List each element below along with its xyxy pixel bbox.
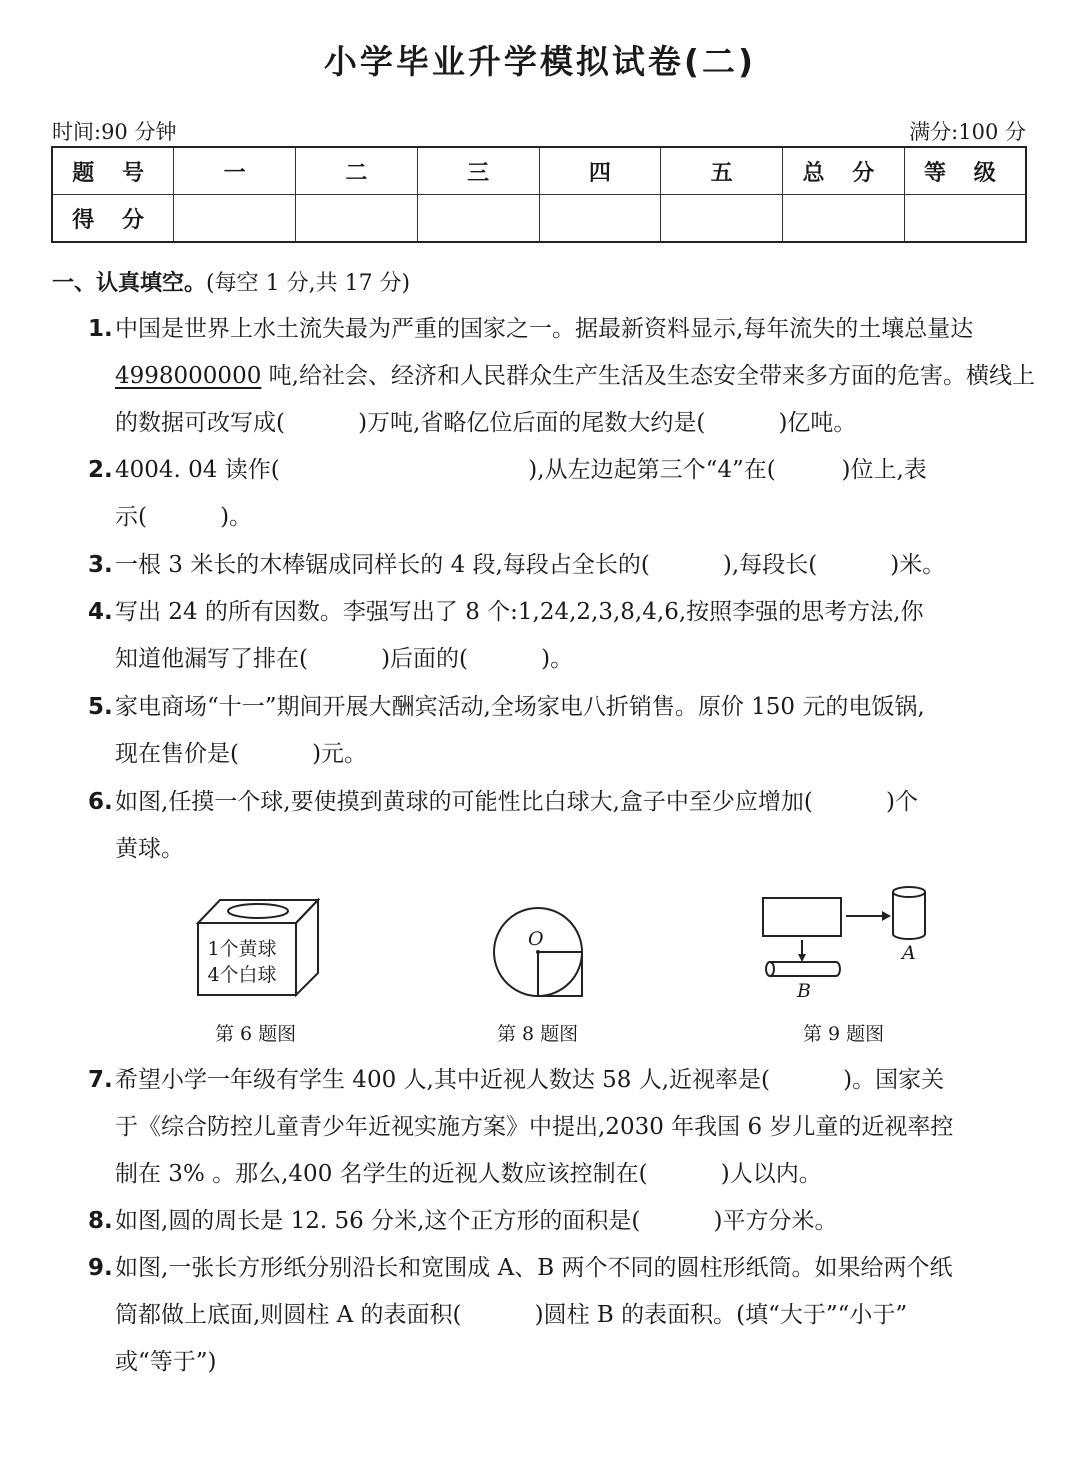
- question-line: 或“等于”): [115, 1349, 217, 1375]
- figure-9-diagram: [758, 882, 938, 982]
- question-7: [88, 1057, 1038, 1198]
- question-9: [88, 1245, 1038, 1386]
- cylinder-b-label: B: [797, 980, 811, 1002]
- score-header-cell: 三: [417, 147, 539, 195]
- score-cell[interactable]: [417, 195, 539, 243]
- box-opening: [228, 904, 288, 918]
- score-header-cell: 总 分: [783, 147, 905, 195]
- question-line: 于《综合防控儿童青少年近视实施方案》中提出,2030 年我国 6 岁儿童的近视率控: [115, 1114, 954, 1140]
- question-1: [88, 306, 1038, 447]
- question-2: [88, 447, 1038, 541]
- figure-8-circle: [490, 905, 590, 1000]
- question-number: 3.: [88, 552, 113, 578]
- score-cell[interactable]: [661, 195, 783, 243]
- question-number: 2.: [88, 457, 113, 483]
- question-line: 筒都做上底面,则圆柱 A 的表面积( )圆柱 B 的表面积。(填“大于”“小于”: [115, 1302, 908, 1328]
- question-number: 1.: [88, 316, 113, 342]
- full-score: 满分:100 分: [909, 120, 1026, 144]
- page-title: 小学毕业升学模拟试卷(二): [323, 42, 757, 81]
- circle-center-dot: [536, 950, 540, 954]
- question-text: 吨,给社会、经济和人民群众生产生活及生态安全带来多方面的危害。横线上: [261, 363, 1035, 389]
- question-line: 黄球。: [115, 836, 184, 862]
- white-ball-count: 4个白球: [207, 964, 277, 986]
- yellow-ball-count: 1个黄球: [207, 938, 277, 960]
- score-table-header-row: [52, 147, 1026, 195]
- exam-time: 时间:90 分钟: [52, 120, 177, 144]
- question-number: 6.: [88, 789, 113, 815]
- score-table: [51, 146, 1027, 243]
- question-number: 5.: [88, 694, 113, 720]
- arrow-head-a: [882, 911, 891, 921]
- question-line: 如图,圆的周长是 12. 56 分米,这个正方形的面积是( )平方分米。: [115, 1208, 838, 1234]
- score-header-cell: 等 级: [904, 147, 1026, 195]
- question-line: 的数据可改写成( )万吨,省略亿位后面的尾数大约是( )亿吨。: [115, 410, 857, 436]
- score-header-cell: 五: [661, 147, 783, 195]
- question-line: 知道他漏写了排在( )后面的( )。: [115, 646, 574, 672]
- underlined-number: 4998000000: [115, 363, 262, 389]
- question-6: [88, 779, 1038, 873]
- arrow-head-b: [798, 954, 806, 962]
- question-line: 如图,一张长方形纸分别沿长和宽围成 A、B 两个不同的圆柱形纸筒。如果给两个纸: [115, 1255, 953, 1281]
- score-cell[interactable]: [539, 195, 661, 243]
- score-cell[interactable]: [783, 195, 905, 243]
- section-1-note: (每空 1 分,共 17 分): [206, 271, 411, 296]
- score-header-cell: 二: [296, 147, 418, 195]
- score-header-cell: 四: [539, 147, 661, 195]
- question-line: 现在售价是( )元。: [115, 741, 368, 767]
- question-line: 中国是世界上水土流失最为严重的国家之一。据最新资料显示,每年流失的土壤总量达: [115, 316, 974, 342]
- question-line: 写出 24 的所有因数。李强写出了 8 个:1,24,2,3,8,4,6,按照李强的思考方法,你: [115, 599, 924, 625]
- question-line: 示( )。: [115, 504, 253, 530]
- score-row-label: 得 分: [52, 195, 174, 243]
- question-number: 7.: [88, 1067, 113, 1093]
- figure-6-caption: 第 6 题图: [215, 1023, 297, 1045]
- cylinder-b-body: [770, 962, 840, 976]
- section-1-title: 一、认真填空。: [52, 271, 207, 296]
- question-line: 4004. 04 读作( ),从左边起第三个“4”在( )位上,表: [115, 457, 927, 483]
- question-line: 希望小学一年级有学生 400 人,其中近视人数达 58 人,近视率是( )。国家关: [115, 1067, 945, 1093]
- circle-center-label: O: [528, 928, 544, 950]
- score-table-score-row: [52, 195, 1026, 243]
- question-line: 如图,任摸一个球,要使摸到黄球的可能性比白球大,盒子中至少应增加( )个: [115, 789, 918, 815]
- score-header-cell: 一: [174, 147, 296, 195]
- question-4: [88, 589, 1038, 683]
- cylinder-a-top: [893, 887, 925, 897]
- question-8: [88, 1198, 1038, 1245]
- figure-9-caption: 第 9 题图: [803, 1023, 885, 1045]
- question-line: [88, 353, 1038, 400]
- question-number: 9.: [88, 1255, 113, 1281]
- cylinder-b-end: [766, 962, 774, 976]
- score-cell[interactable]: [174, 195, 296, 243]
- figure-6-label: [200, 936, 284, 988]
- score-cell[interactable]: [904, 195, 1026, 243]
- figure-8-caption: 第 8 题图: [497, 1023, 579, 1045]
- question-line: 制在 3% 。那么,400 名学生的近视人数应该控制在( )人以内。: [115, 1161, 822, 1187]
- section-1-heading: [52, 266, 410, 297]
- paper-rectangle: [763, 898, 841, 936]
- question-5: [88, 684, 1038, 778]
- question-line: 家电商场“十一”期间开展大酬宾活动,全场家电八折销售。原价 150 元的电饭锅,: [115, 694, 925, 720]
- cylinder-a-label: A: [902, 942, 916, 964]
- question-line: 一根 3 米长的木棒锯成同样长的 4 段,每段占全长的( ),每段长( )米。: [115, 552, 946, 578]
- question-number: 8.: [88, 1208, 113, 1234]
- box-side-face: [296, 900, 318, 995]
- score-header-cell: 题 号: [52, 147, 174, 195]
- question-3: [88, 542, 1038, 589]
- score-cell[interactable]: [296, 195, 418, 243]
- question-number: 4.: [88, 599, 113, 625]
- cylinder-a-body: [893, 892, 925, 939]
